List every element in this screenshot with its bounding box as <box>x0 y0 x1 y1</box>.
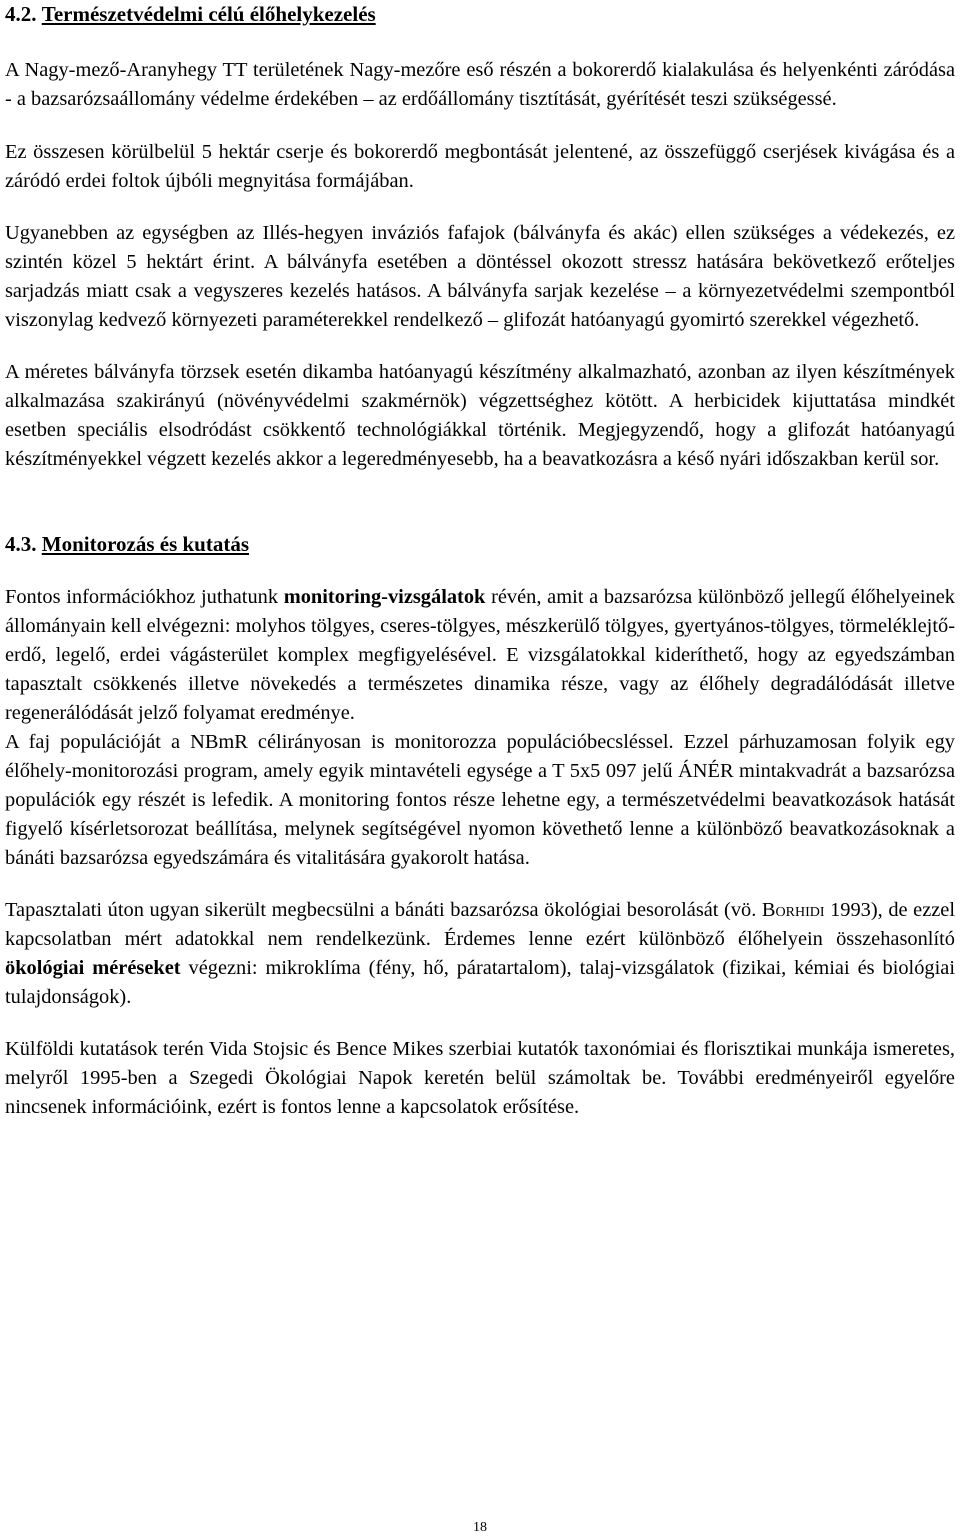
section-title: Természetvédelmi célú élőhelykezelés <box>41 2 376 26</box>
text-run: Tapasztalati úton ugyan sikerült megbecsülni a bánáti bazsarózsa ökológiai besorolását (vö. <box>5 899 762 921</box>
paragraph-5 <box>5 583 955 728</box>
paragraph-6: A faj populációját a NBmR célirányosan is monitorozza populációbecsléssel. Ezzel párhuzamosan folyik egy élőhely-monitorozási program, amely egyik mintavételi egysége a T 5x5 097 jelű ÁNÉR mintakvadrát a bazsarózsa populációk egy részét is lefedik. A monitoring fontos része lehetne egy, a természetvédelmi beavatkozások hatását figyelő kísérletsorozat beállítása, melynek segítségével nyomon követhető lenne a különböző beavatkozásoknak a bánáti bazsarózsa egyedszámára és vitalitására gyakorolt hatása. <box>5 731 955 869</box>
emphasis-ecological-measurements: ökológiai méréseket <box>5 957 181 979</box>
paragraph-3: Ugyanebben az egységben az Illés-hegyen inváziós fafajok (bálványfa és akác) ellen szükséges a védekezés, ez szintén közel 5 hektárt érint. A bálványfa esetében a döntéssel okozott stressz hatására bekövetkező erőteljes sarjadzás miatt csak a vegyszeres kezelés hatásos. A bálványfa sarjak kezelése – a környezetvédelmi szempontból viszonylag kedvező környezeti paraméterekkel rendelkező – glifozát hatóanyagú gyomirtó szerekkel végezhető. <box>5 222 955 331</box>
paragraph-7 <box>5 896 955 1012</box>
text-run: 1993), de ezzel kapcsolatban mért adatokkal nem rendelkezünk. Érdemes lenne ezért különböző élőhelyein összehasonlító <box>5 899 956 950</box>
section-heading-4-2 <box>5 1 955 27</box>
paragraph-1: A Nagy-mező-Aranyhegy TT területének Nagy-mezőre eső részén a bokorerdő kialakulása és helyenkénti záródása - a bazsarózsaállomány védelme érdekében – az erdőállomány tisztítását, gyérítését teszi szükségessé. <box>5 59 955 110</box>
section-number: 4.3. <box>5 532 37 556</box>
paragraph-8: Külföldi kutatások terén Vida Stojsic és Bence Mikes szerbiai kutatók taxonómiai és florisztikai munkája ismeretes, melyről 1995-ben a Szegedi Ökológiai Napok keretén belül számoltak be. További eredményeiről egyelőre nincsenek információink, ezért is fontos lenne a kapcsolatok erősítése. <box>5 1038 955 1118</box>
text-run: végezni: mikroklíma (fény, hő, páratartalom), talaj-vizsgálatok (fizikai, kémiai és biológiai tulajdonságok). <box>5 957 955 1008</box>
paragraph-4: A méretes bálványfa törzsek esetén dikamba hatóanyagú készítmény alkalmazható, azonban az ilyen készítmények alkalmazása szakirányú (növényvédelmi szakmérnök) végzettséghez kötött. A herbicidek kijuttatása mindkét esetben speciális elsodródást csökkentő technológiákkal történik. Megjegyzendő, hogy a glifozát hatóanyagú készítményekkel végzett kezelés akkor a legeredményesebb, ha a beavatkozásra a késő nyári időszakban kerül sor. <box>5 361 955 470</box>
citation-author: Borhidi <box>761 899 825 921</box>
text-run: révén, amit a bazsarózsa különböző jellegű élőhelyeinek állományain kell elvégezni: molyhos tölgyes, cseres-tölgyes, mészkerülő tölgyes, gyertyános-tölgyes, törmeléklejtő-erdő, legelő, erdei vágásterület komplex megfigyelésével. E vizsgálatokkal kideríthető, hogy az egyedszámban tapasztalt csökkenés illetve növekedés a természetes dinamika része, vagy az élőhely degradálódását illetve regenerálódását jelző folyamat eredménye. <box>5 586 956 724</box>
document-page <box>5 0 955 1122</box>
paragraph-2: Ez összesen körülbelül 5 hektár cserje és bokorerdő megbontását jelentené, az összefüggő cserjések kivágása és a záródó erdei foltok újbóli megnyitása formájában. <box>5 141 955 192</box>
section-title: Monitorozás és kutatás <box>41 532 250 556</box>
text-run: Fontos információkhoz juthatunk <box>5 586 284 608</box>
emphasis-monitoring: monitoring-vizsgálatok <box>283 586 486 608</box>
section-heading-4-3 <box>5 531 955 557</box>
section-number: 4.2. <box>5 2 37 26</box>
page-number: 18 <box>473 1520 487 1535</box>
